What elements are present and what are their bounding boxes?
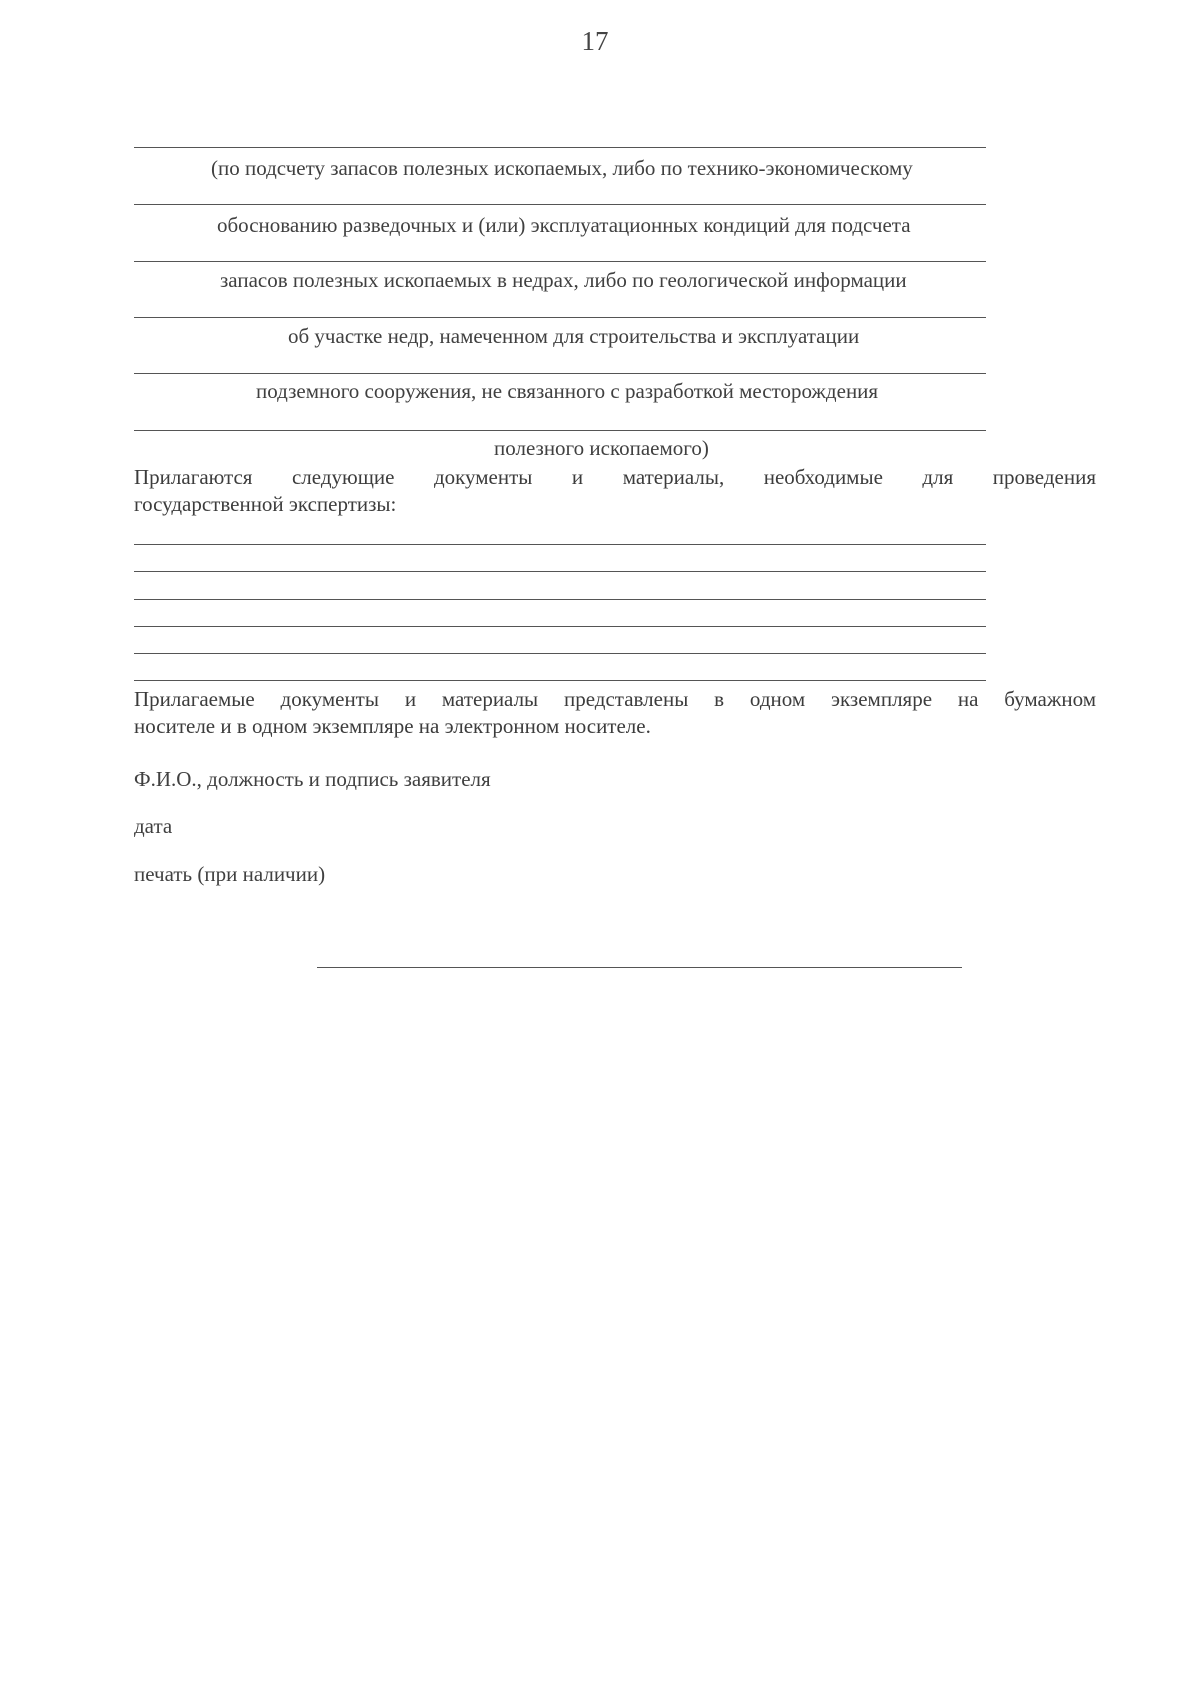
fill-line [134,317,986,318]
seal-label: печать (при наличии) [134,862,326,886]
copies-note [134,686,1096,740]
fill-line [134,373,986,374]
closing-separator [317,967,962,968]
attachments-intro-line: государственной экспертизы: [134,492,397,516]
blank-line [134,571,986,572]
fill-line [134,430,986,431]
copies-note-line: носителе и в одном экземпляре на электронном носителе. [134,714,651,738]
blank-line [134,626,986,627]
caption-line: об участке недр, намеченном для строительства и эксплуатации [288,324,860,348]
date-label: дата [134,814,173,838]
caption-line: подземного сооружения, не связанного с разработкой месторождения [256,379,879,403]
attachments-intro-line: Прилагаются следующие документы и материалы, необходимые для проведения [134,465,1096,489]
copies-note-line: Прилагаемые документы и материалы представлены в одном экземпляре на бумажном [134,687,1096,711]
fill-line [134,261,986,262]
applicant-signature-label: Ф.И.О., должность и подпись заявителя [134,767,491,791]
blank-line [134,544,986,545]
caption-line: обоснованию разведочных и (или) эксплуатационных кондиций для подсчета [217,213,911,237]
page-number: 17 [581,26,609,56]
blank-line [134,653,986,654]
caption-line: (по подсчету запасов полезных ископаемых, либо по технико-экономическому [211,156,913,180]
blank-line [134,680,986,681]
attachments-intro [134,464,1096,518]
caption-line: запасов полезных ископаемых в недрах, либо по геологической информации [220,268,907,292]
blank-line [134,599,986,600]
fill-line [134,147,986,148]
caption-line: полезного ископаемого) [494,436,709,460]
fill-line [134,204,986,205]
